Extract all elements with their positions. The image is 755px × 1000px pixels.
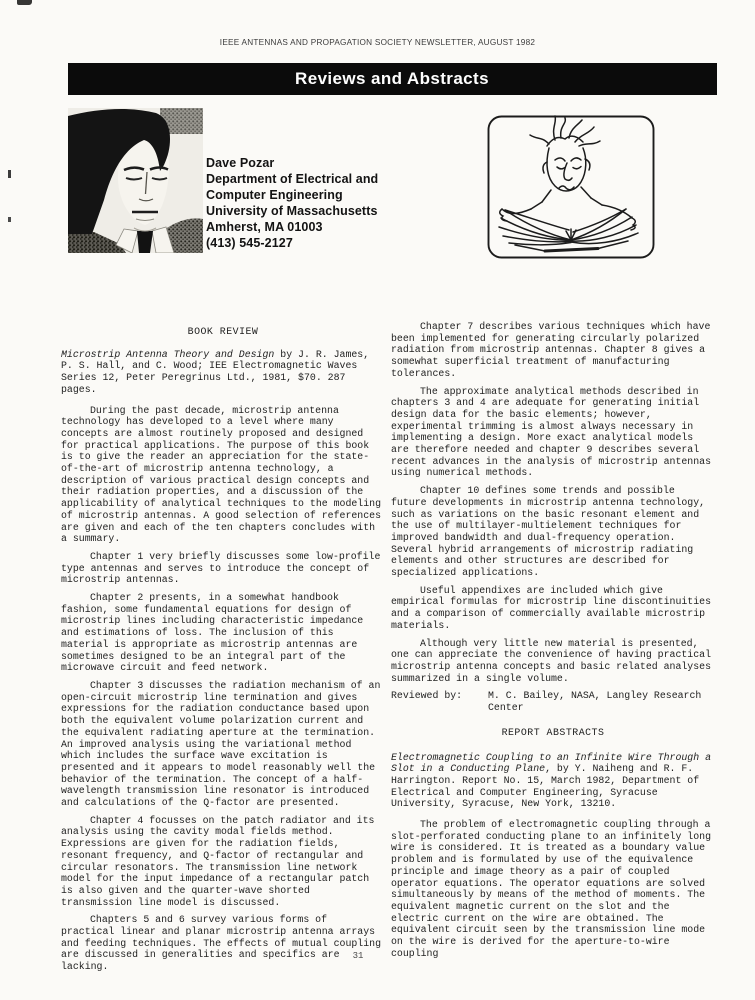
reviewed-by-label: Reviewed by: (391, 690, 463, 702)
review-paragraph: Chapter 4 focusses on the patch radiator and its analysis using the cavity modal fields method. Expressions are given for the radiation fields, resonant frequency, and Q-factor of rectangular and circular resonators. The transmission line network model for the input impedance of a rectangular patch is also given and the quarter-wave shorted transmission line model is discussed. (61, 814, 375, 908)
book-review-heading: BOOK REVIEW (187, 326, 259, 337)
left-column (61, 326, 385, 979)
review-paragraph: Chapter 10 defines some trends and possible future developments in microstrip antenna technology, such as variations on the basic resonant element and the use of multilayer-multielement techniques for improved bandwidth and dual-frequency operation. Several hybrid arrangements of microstrip radiating elements and other structures are described for specialized applications. (391, 485, 706, 579)
review-paragraph: Chapter 7 describes various techniques which have been implemented for generating circularly polarized radiation from microstrip antennas. Chapter 8 gives a somewhat superficial treatment of manufacturing tolerances. (391, 321, 711, 379)
editor-contact-block (206, 156, 378, 251)
review-paragraph: During the past decade, microstrip antenna technology has developed to a level where many concepts are almost routinely proposed and designed for practical applications. The purpose of this book is to give the reader an appreciation for the state-of-the-art of microstrip antenna technology, a description of various practical design concepts and their radiation properties, and a discussion of the applicability of analytical techniques to the modeling of microstrip antennas. A good selection of references are given and each of the ten chapters concludes with a summary. (61, 404, 382, 545)
reviewer-line: M. C. Bailey, NASA, Langley Research (488, 690, 702, 702)
review-paragraph: Useful appendixes are included which give empirical formulas for microstrip line discontinuities and a comparison of commercially available microstrip materials. (391, 584, 712, 631)
reading-cartoon (485, 112, 659, 264)
editor-phone: (413) 545-2127 (206, 235, 293, 250)
review-paragraph: The approximate analytical methods described in chapters 3 and 4 are adequate for generating initial design data for the basic elements; however, experimental trimming is almost always necessary in implementing a design. More exact analytical models are therefore needed and chapter 9 describes several recent advances in the analysis of microstrip antennas using numerical methods. (391, 385, 712, 479)
page-number: 31 (352, 951, 364, 961)
report-citation-rest: , by Y. Naiheng and R. F. Harrington. Report No. 15, March 1982, Department of Electrical and Computer Engineering, Syracuse University, Syracuse, New York, 13210. (391, 763, 700, 810)
abstract-paragraph: The problem of electromagnetic coupling through a slot-perforated conducting plane to an infinitely long wire is considered. It is treated as a boundary value problem and is formulated by use of the equivalence principle and image theory as a pair of coupled operator equations. The operator equations are solved simultaneously by means of the method of moments. The equivalent magnetic current on the slot and the electric current on the wire are obtained. The equivalent circuit seen by the transmission line mode on the wire is derived for the aperture-to-wire coupling (391, 819, 712, 959)
report-title: Electromagnetic Coupling to an Infinite Wire Through a Slot in a Conducting Plane (391, 751, 712, 775)
book-citation-rest: by J. R. James, P. S. Hall, and C. Wood; IEE Electromagnetic Waves Series 12, Peter Peregrinus Ltd., 1981, $70. 287 pages. (61, 348, 370, 395)
banner-title: Reviews and Abstracts (295, 69, 489, 88)
scan-mark (8, 170, 11, 178)
editor-photo (68, 108, 203, 253)
editor-dept-line: Computer Engineering (206, 187, 343, 202)
editor-dept-line: Department of Electrical and (206, 171, 379, 186)
right-column (391, 321, 715, 965)
report-citation (391, 752, 715, 811)
review-paragraph: Although very little new material is presented, one can appreciate the convenience of having practical microstrip antenna concepts and basic related analyses summarized in a single volume. (391, 637, 712, 684)
scan-mark (8, 217, 11, 222)
editor-university: University of Massachusetts (206, 203, 378, 218)
running-header: IEEE ANTENNAS AND PROPAGATION SOCIETY NEWSLETTER, AUGUST 1982 (219, 38, 536, 47)
reviewer-line: Center (488, 702, 524, 714)
report-abstracts-heading: REPORT ABSTRACTS (501, 726, 605, 738)
editor-address: Amherst, MA 01003 (206, 219, 323, 234)
book-title: Microstrip Antenna Theory and Design (61, 348, 275, 360)
review-paragraph: Chapter 2 presents, in a somewhat handbook fashion, some fundamental equations for design of microstrip lines including characteristic impedance and estimations of loss. The inclusion of this material is appropriate as microstrip antennas are sometimes designed to be an integral part of the microwave circuit and feed network. (61, 592, 364, 674)
section-banner (69, 63, 715, 95)
review-paragraph: Chapter 1 very briefly discusses some low-profile type antennas and serves to introduce the concept of microstrip antennas. (61, 550, 381, 586)
editor-name: Dave Pozar (206, 156, 275, 170)
scan-smudge (17, 0, 32, 5)
review-paragraph: Chapters 5 and 6 survey various forms of practical linear and planar microstrip antenna arrays and feeding techniques. The effects of mutual coupling are discussed in generalities and specifics are lacking. (61, 914, 382, 973)
book-citation (61, 349, 385, 396)
reviewed-by (391, 690, 715, 713)
review-paragraph: Chapter 3 discusses the radiation mechanism of an open-circuit microstrip line termination and gives expressions for the radiation conductance based upon both the equivalent volume polarization current and the equivalent radiating aperture at the termination. An improved analysis using the variational method which includes the surface wave excitation is presented and it appears to model reasonably well the behavior of the termination. The concept of a half-wavelength transmission line resonator is introduced and calculations of the Q-factor are presented. (61, 679, 381, 809)
